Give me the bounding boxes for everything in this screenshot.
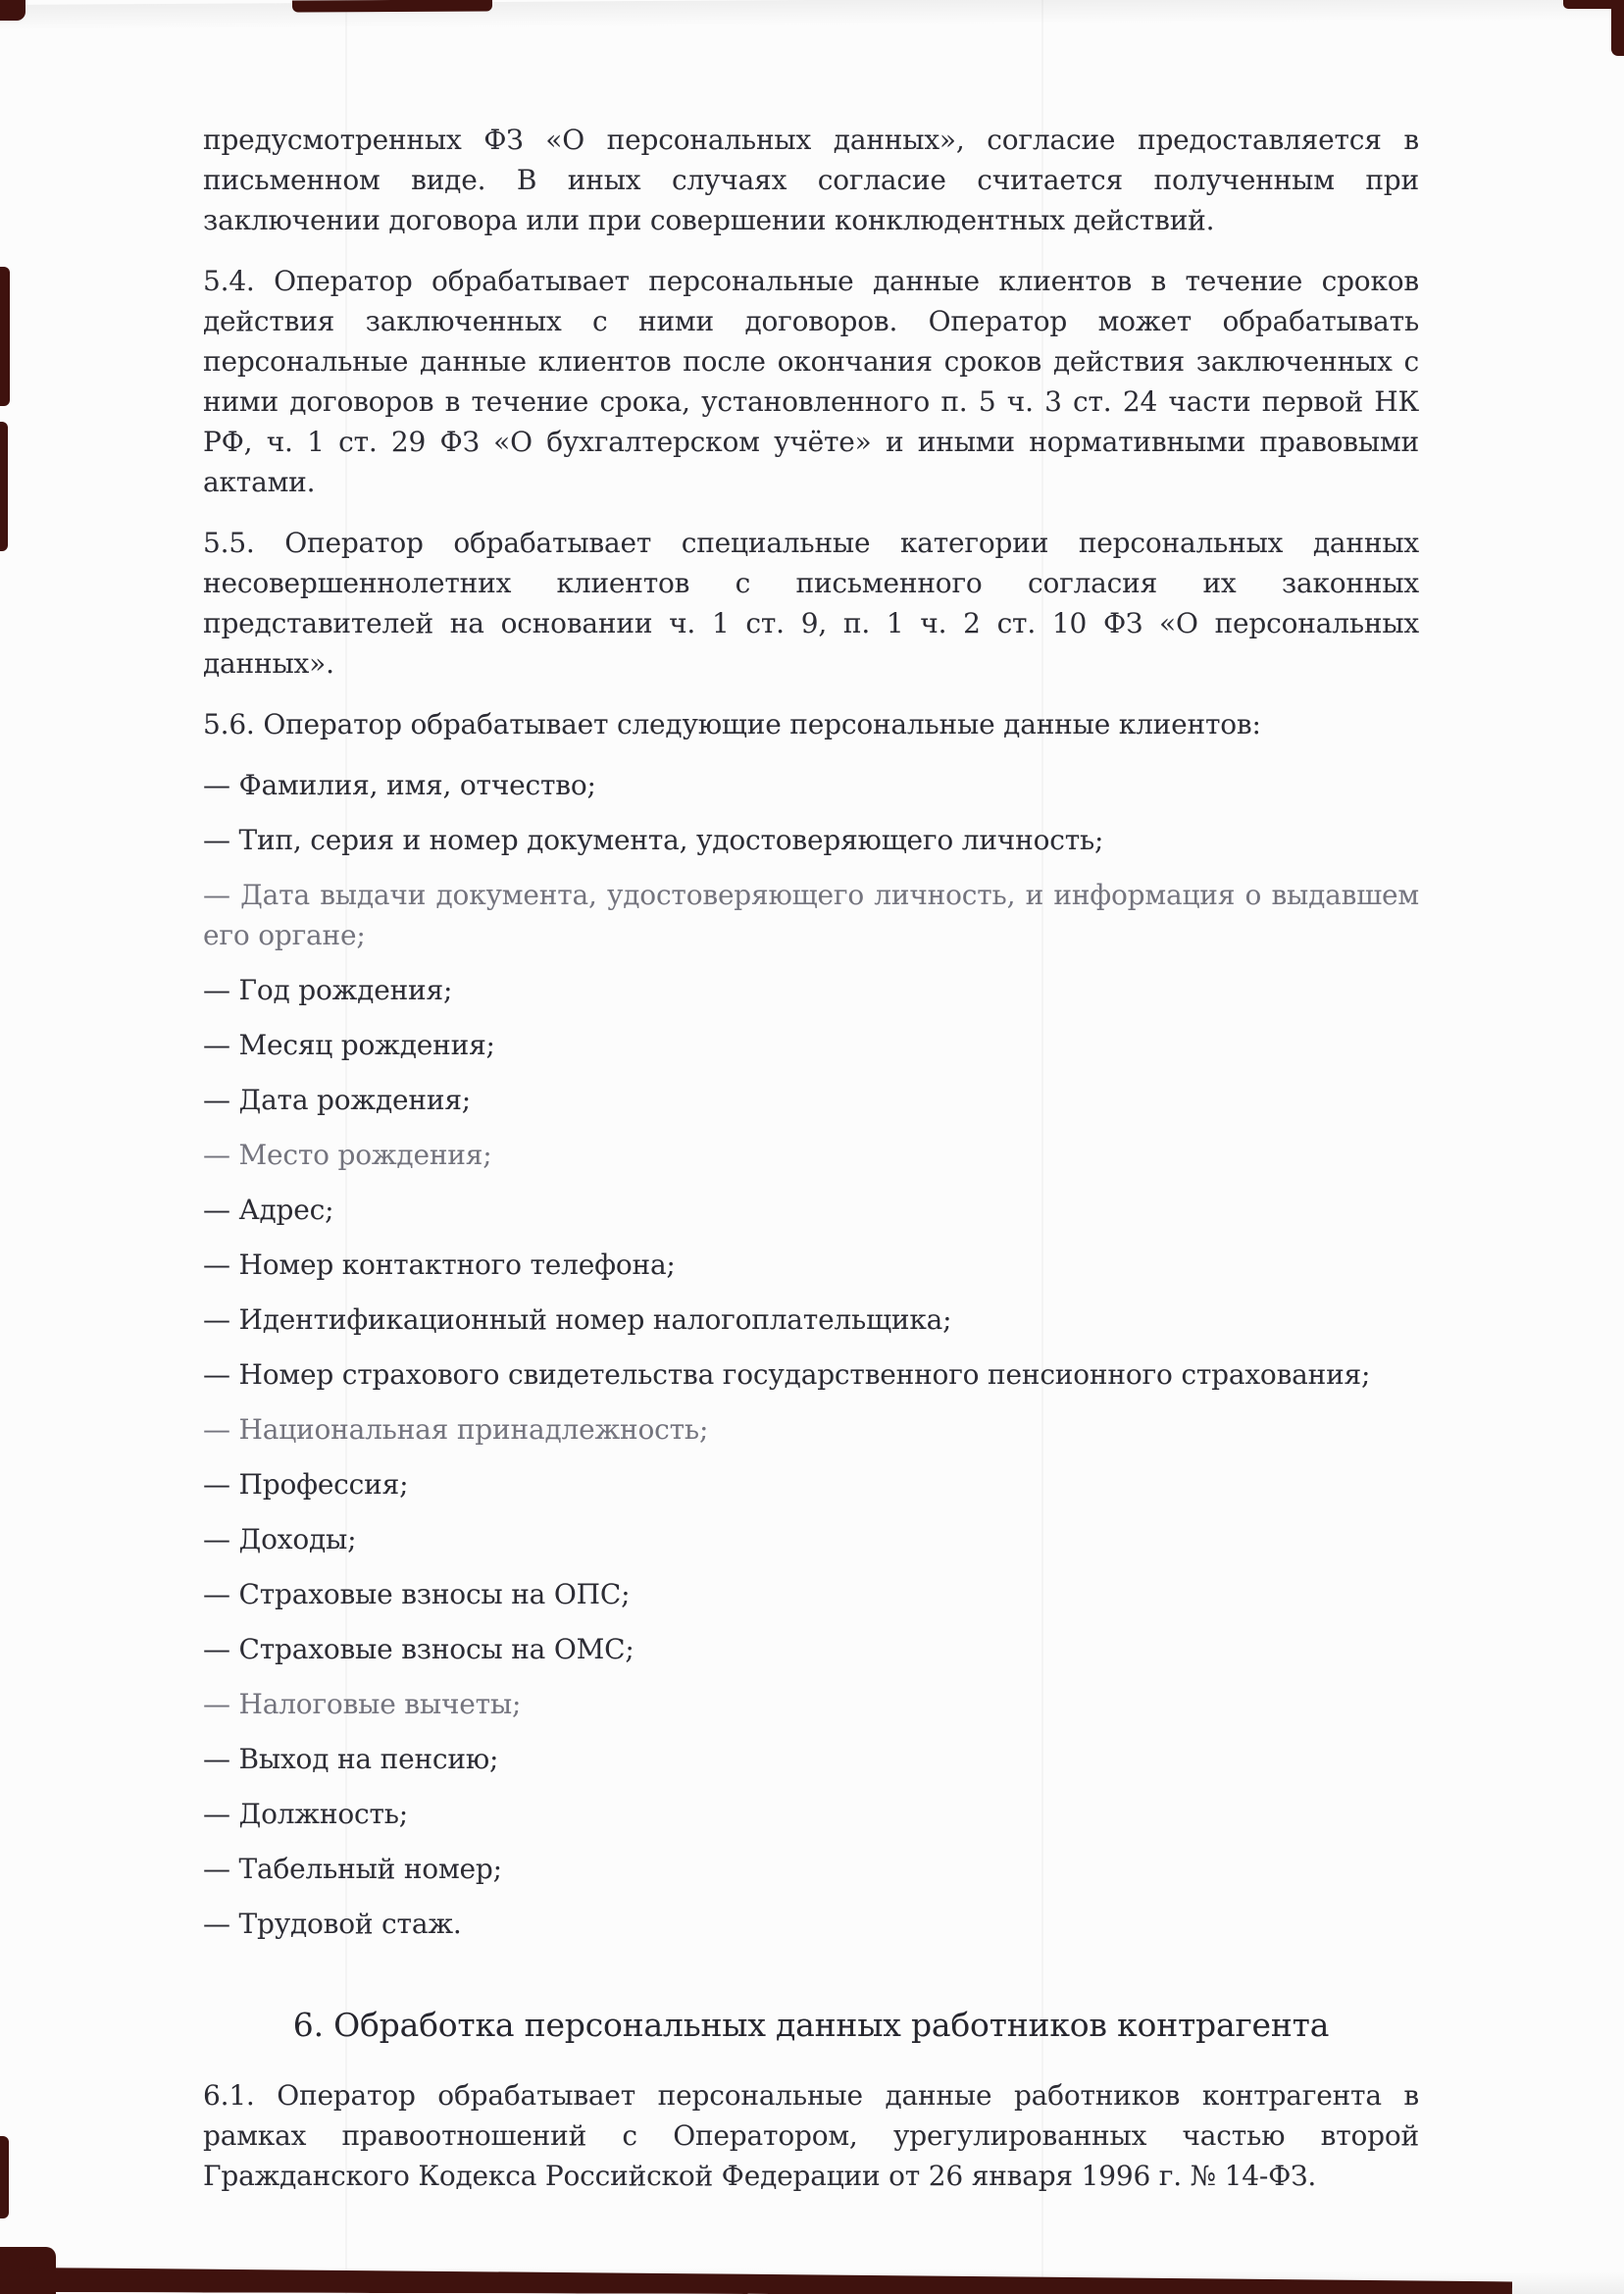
list-item: — Налоговые вычеты; [203, 1688, 522, 1720]
list-item: — Номер контактного телефона; [203, 1249, 676, 1281]
list-item: — Страховые взносы на ОПС; [203, 1578, 631, 1610]
list-item: — Год рождения; [203, 974, 453, 1006]
list-item: — Фамилия, имя, отчество; [203, 769, 596, 801]
scan-streak-top [0, 0, 1624, 30]
list-item: — Доходы; [203, 1523, 357, 1555]
list-item: — Выход на пенсию; [203, 1743, 499, 1775]
client-data-list [203, 765, 1419, 1944]
list-item: — Должность; [203, 1798, 409, 1830]
paragraph-5-5: 5.5. Оператор обрабатывает специальные категории персональных данных несовершеннолетних клиентов с письменного согласия их законных представителей на основании ч. 1 ст. 9, п. 1 ч. 2 ст. 10 ФЗ «О персональных данных». [203, 527, 1419, 680]
list-item: — Идентификационный номер налогоплательщика; [203, 1303, 952, 1336]
section-6-heading: 6. Обработка персональных данных работников контрагента [292, 2006, 1330, 2044]
paragraph-5-4: 5.4. Оператор обрабатывает персональные данные клиентов в течение сроков действия заключенных с ними договоров. Оператор может обрабатывать персональные данные клиентов после окончания сроков действия заключенных с ними договоров в течение срока, установленного п. 5 ч. 3 ст. 24 части первой НК РФ, ч. 1 ст. 29 ФЗ «О бухгалтерском учёте» и иными нормативными правовыми актами. [203, 265, 1419, 498]
list-item: — Тип, серия и номер документа, удостоверяющего личность; [203, 824, 1104, 856]
list-item: — Номер страхового свидетельства государственного пенсионного страхования; [203, 1358, 1371, 1391]
list-item: — Месяц рождения; [203, 1029, 495, 1061]
list-item: — Место рождения; [203, 1139, 492, 1171]
paragraph-5-6: 5.6. Оператор обрабатывает следующие персональные данные клиентов: [203, 708, 1261, 740]
list-item: — Дата выдачи документа, удостоверяющего личность, и информация о выдавшем его органе; [203, 879, 1419, 951]
scan-artifact-top-edge [292, 0, 492, 13]
paragraph-consent: предусмотренных ФЗ «О персональных данных», согласие предоставляется в письменном виде. В иных случаях согласие считается полученным при заключении договора или при совершении конклюдентных действий. [203, 124, 1419, 236]
list-item: — Табельный номер; [203, 1853, 502, 1885]
list-item: — Национальная принадлежность; [203, 1413, 709, 1446]
scan-artifact-left-edge-1 [0, 267, 10, 406]
scan-artifact-left-edge-3 [0, 2136, 9, 2218]
list-item: — Адрес; [203, 1194, 334, 1226]
list-item: — Страховые взносы на ОМС; [203, 1633, 634, 1665]
list-item: — Профессия; [203, 1468, 409, 1501]
list-item: — Дата рождения; [203, 1084, 472, 1116]
list-item: — Трудовой стаж. [203, 1908, 462, 1940]
paragraph-6-1: 6.1. Оператор обрабатывает персональные данные работников контрагента в рамках правоотношений с Оператором, урегулированных частью второй Гражданского Кодекса Российской Федерации от 26 января 1996 г. № 14-ФЗ. [203, 2079, 1419, 2192]
scan-artifact-left-edge-2 [0, 422, 8, 551]
scan-artifact-corner-top-left [0, 0, 25, 21]
scan-artifact-top-right-vertical [1611, 0, 1624, 56]
document-text-column [203, 120, 1419, 2217]
